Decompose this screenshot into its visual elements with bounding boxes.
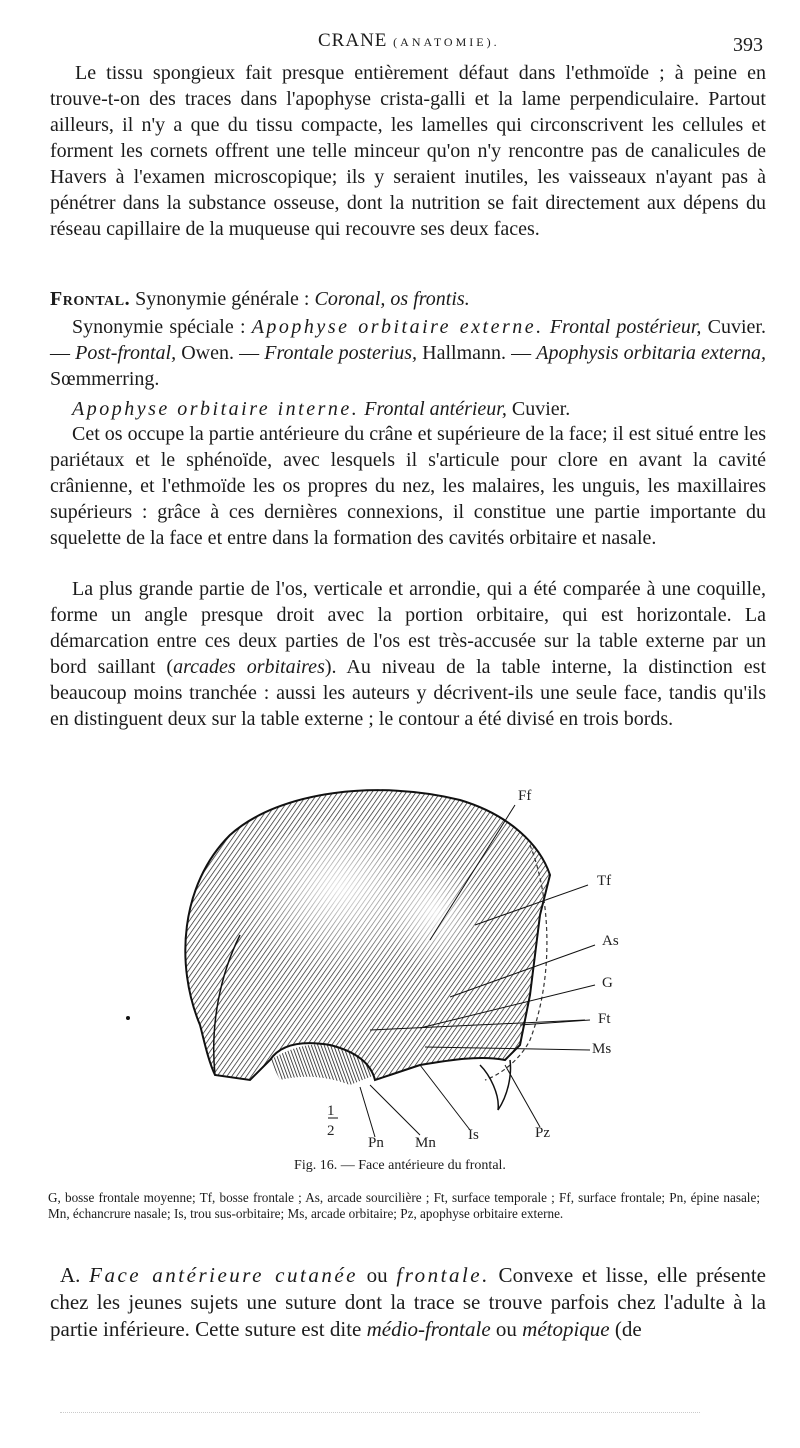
section-A-title-2: frontale. — [396, 1263, 490, 1287]
label-Ff: Ff — [518, 788, 532, 804]
paragraph-ethmoide: Le tissu spongieux fait presque entièrement défaut dans l'ethmoïde ; à peine en trouve-t-on des traces dans l'apophyse crista-galli et la lame perpendiculaire. Partout ailleurs, il n'y a que du tissu compacte, les lamelles qui circonscrivent les cellules et forment les cornets offrent une telle minceur qu'on n'y rencontre pas de canalicules de Havers à l'examen microscopique; ils y seraient inutiles, les vaisseaux n'ayant pas à pénétrer dans la substance osseuse, dont la nutrition se fait directement aux dépens du réseau capillaire de la muqueuse qui recouvre ses deux faces. — [50, 62, 766, 240]
apo-author: Cuvier. — [506, 398, 571, 420]
syn-label: Synonymie spéciale : — [72, 316, 252, 338]
figure-legend: G, bosse frontale moyenne; Tf, bosse frontale ; As, arcade sourcilière ; Ft, surface temporale ; Ff, surface frontale; Pn, épine nasale; Mn, échancrure nasale; Is, trou sus-orbitaire; Ms, arcade orbitaire; Pz, apophyse orbitaire externe. — [48, 1190, 760, 1221]
paragraph-face-anterieure — [50, 1262, 766, 1343]
syn-author-1: Cuvier. — — [50, 316, 766, 364]
apo-term-2: Frontal antérieur, — [359, 398, 507, 420]
label-G: G — [602, 975, 613, 991]
section-A-term-2: métopique — [522, 1317, 610, 1341]
section-A-label: A. — [60, 1263, 90, 1287]
syn-author-3: Hallmann. — — [417, 342, 537, 364]
label-As: As — [602, 933, 619, 949]
section-A-or: ou — [490, 1317, 523, 1341]
section-A-ou: ou — [357, 1263, 397, 1287]
label-Tf: Tf — [597, 873, 612, 889]
section-A-end: (de — [609, 1317, 642, 1341]
syn-author-4: Sœmmerring. — [50, 368, 160, 390]
running-title — [318, 30, 500, 52]
section-A-term-1: médio-frontale — [366, 1317, 491, 1341]
syn-term-1: Apophyse orbitaire externe. — [251, 316, 544, 338]
scan-artifact-line — [60, 1412, 700, 1416]
label-Is: Is — [468, 1127, 479, 1143]
syn-author-2: Owen. — — [176, 342, 265, 364]
syn-term-4: Frontale posterius, — [264, 342, 417, 364]
frontal-synonym-general: Coronal, os frontis. — [314, 288, 470, 310]
paragraph-apophyse-interne — [50, 396, 766, 422]
frontal-bone-figure — [120, 775, 780, 1165]
paragraph-cet-os: Cet os occupe la partie antérieure du crâne et supérieure de la face; il est situé entre les pariétaux et le sphénoïde, avec lesquels il s'articule pour clore en avant la cavité crânienne, et l'ethmoïde les os propres du nez, les malaires, les unguis, les maxillaires supérieurs : grâce à ces dernières connexions, il constitue une partie importante du squelette de la face et entre dans la formation des cavités orbitaire et nasale. — [50, 423, 766, 549]
grande-text-2: ). Au niveau de la table interne, la distinction est beaucoup moins tranchée : aussi les auteurs y décrivent-ils une seule face, tandis qu'ils en distinguent deux sur la table externe ; le contour a été divisé en trois bords. — [50, 656, 767, 730]
frontal-synonym-label: Synonymie générale : — [130, 288, 315, 310]
scale-denominator: 2 — [327, 1123, 335, 1139]
figure-caption: Fig. 16. — Face antérieure du frontal. — [294, 1158, 506, 1173]
running-title-main: CRANE — [318, 30, 388, 51]
apo-term-1: Apophyse orbitaire interne. — [72, 398, 360, 420]
section-A-text: Convexe et lisse, elle présente chez les jeunes sujets une suture dont la trace se trouve parfois chez l'adulte à la partie inférieure. Cette suture est dite — [50, 1263, 767, 1341]
page-number: 393 — [733, 34, 763, 56]
label-Mn: Mn — [415, 1135, 436, 1151]
label-Pz: Pz — [535, 1125, 550, 1141]
label-Ft: Ft — [598, 1011, 611, 1027]
running-head — [0, 30, 800, 56]
syn-term-3: Post-frontal, — [75, 342, 177, 364]
syn-term-2: Frontal postérieur, — [543, 316, 702, 338]
grande-text-1: La plus grande partie de l'os, verticale et arrondie, qui a été comparée à une coquille, forme un angle presque droit avec la portion orbitaire, qui est horizontale. La démarcation entre ces deux parties de l'os est très-accusée sur la table externe par un bord saillant ( — [50, 578, 766, 678]
paragraph-frontal-heading — [50, 286, 766, 312]
label-Ms: Ms — [592, 1041, 612, 1057]
label-Pn: Pn — [368, 1135, 384, 1151]
paragraph-plus-grande-partie — [50, 576, 766, 732]
grande-emphasis: arcades orbitaires — [173, 656, 325, 678]
scale-numerator: 1 — [327, 1103, 335, 1119]
section-A-title: Face antérieure cutanée — [89, 1263, 358, 1287]
syn-term-5: Apophysis orbitaria externa, — [536, 342, 766, 364]
paragraph-synonymie-speciale — [50, 314, 766, 392]
section-heading-frontal: Frontal. — [50, 288, 131, 310]
frontal-bone-illustration — [120, 775, 780, 1165]
running-title-sub: (ANATOMIE). — [393, 35, 500, 49]
